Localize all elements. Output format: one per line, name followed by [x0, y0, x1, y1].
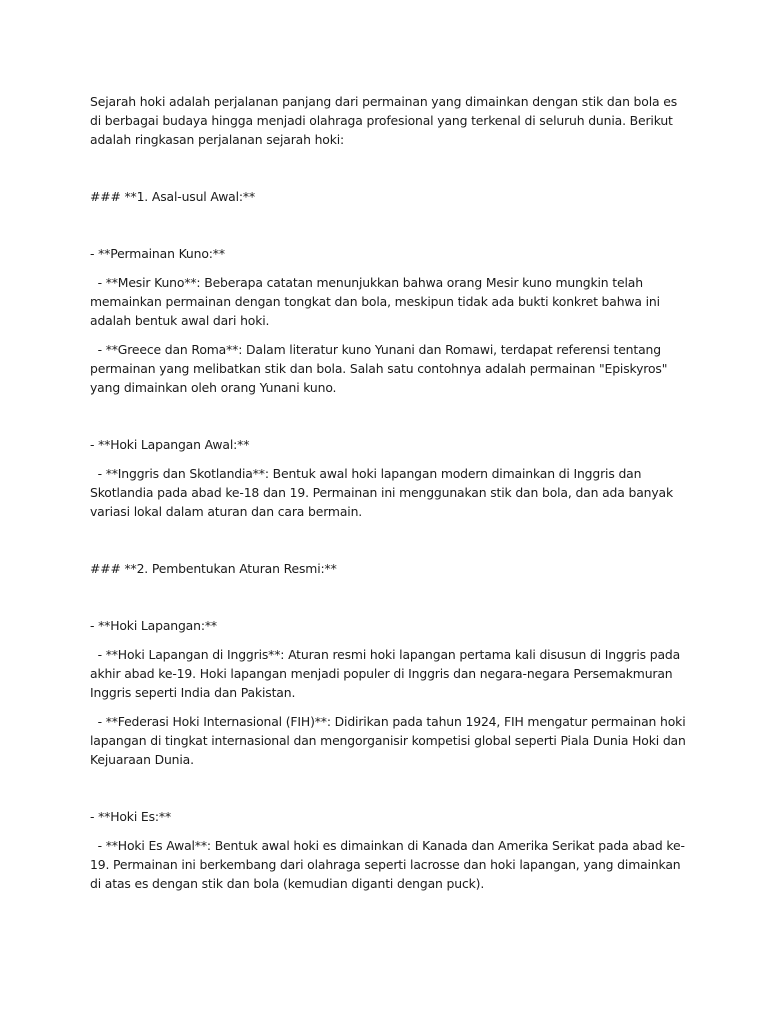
- document-body: [90, 92, 690, 903]
- section-heading: ### **1. Asal-usul Awal:**: [90, 189, 256, 204]
- list-item: - **Mesir Kuno**: Beberapa catatan menunjukkan bahwa orang Mesir kuno mungkin telah memainkan permainan dengan tongkat dan bola, meskipun tidak ada bukti konkret bahwa ini adalah bentuk awal dari hoki.: [90, 275, 664, 328]
- section-heading: ### **2. Pembentukan Aturan Resmi:**: [90, 561, 337, 576]
- list-item: - **Hoki Es Awal**: Bentuk awal hoki es dimainkan di Kanada dan Amerika Serikat pada abad ke-19. Permainan ini berkembang dari olahraga seperti lacrosse dan hoki lapangan, yang dimainkan di atas es dengan stik dan bola (kemudian diganti dengan puck).: [90, 838, 685, 891]
- group-label: - **Hoki Lapangan:**: [90, 618, 217, 633]
- list-item: - **Inggris dan Skotlandia**: Bentuk awal hoki lapangan modern dimainkan di Inggris dan Skotlandia pada abad ke-18 dan 19. Permainan ini menggunakan stik dan bola, dan ada banyak variasi lokal dalam aturan dan cara bermain.: [90, 466, 677, 519]
- list-item: - **Greece dan Roma**: Dalam literatur kuno Yunani dan Romawi, terdapat referensi tentang permainan yang melibatkan stik dan bola. Salah satu contohnya adalah permainan "Episkyros" yang dimainkan oleh orang Yunani kuno.: [90, 342, 672, 395]
- list-item: - **Federasi Hoki Internasional (FIH)**: Didirikan pada tahun 1924, FIH mengatur permainan hoki lapangan di tingkat internasional dan mengorganisir kompetisi global seperti Piala Dunia Hoki dan Kejuaraan Dunia.: [90, 714, 690, 767]
- list-item: - **Hoki Lapangan di Inggris**: Aturan resmi hoki lapangan pertama kali disusun di Inggris pada akhir abad ke-19. Hoki lapangan menjadi populer di Inggris dan negara-negara Persemakmuran Inggris seperti India dan Pakistan.: [90, 647, 684, 700]
- intro-paragraph: Sejarah hoki adalah perjalanan panjang dari permainan yang dimainkan dengan stik dan bola es di berbagai budaya hingga menjadi olahraga profesional yang terkenal di seluruh dunia. Berikut adalah ringkasan perjalanan sejarah hoki:: [90, 94, 681, 147]
- group-label: - **Hoki Lapangan Awal:**: [90, 437, 250, 452]
- group-label: - **Permainan Kuno:**: [90, 246, 225, 261]
- group-label: - **Hoki Es:**: [90, 809, 172, 824]
